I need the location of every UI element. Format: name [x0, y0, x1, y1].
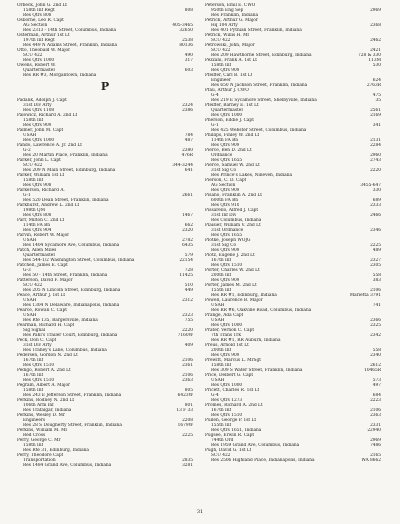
entry-text: Plotke, Joseph WOJG — [205, 238, 251, 243]
entry-text: Prange, Ada Capt — [205, 313, 244, 318]
entry-phone: 2960 — [370, 153, 381, 158]
entry-text: 158th Inf — [23, 388, 44, 393]
entry-phone: 3281 — [182, 463, 193, 468]
entry-text: Res Qtrs 1000 — [211, 323, 243, 328]
entry-text: Res Qtrs 1000 — [211, 383, 243, 388]
entry-phone: 808 — [184, 8, 193, 13]
entry-detail-line — [17, 73, 193, 78]
entry-text: Res 1959 Grand Ave, Columbus, Indiana — [211, 443, 300, 448]
entry-text: Res 1484 Grand Ave, Columbus, Indiana — [23, 463, 112, 468]
entry-phone: 755 — [184, 318, 193, 323]
entry-text: 31st Sig Co — [211, 168, 237, 173]
entry-phone: 2220 — [182, 328, 193, 333]
entry-phone: 330 — [372, 188, 381, 193]
entry-phone: 2538 — [182, 38, 193, 43]
entry-text: Quartermaster — [211, 108, 244, 113]
entry-text: Peterson, Emil E. CWO — [205, 3, 256, 8]
entry-text: 744th Ord — [211, 438, 234, 443]
entry-text: Res Rte 135, Bargersville, Indiana — [23, 318, 98, 323]
entry-text: Res 20 Martin Place, Franklin, Indiana — [23, 153, 108, 158]
entry-phone: 2208 — [182, 418, 193, 423]
entry-text: G-1 — [23, 193, 31, 198]
entry-text: SCU 422 — [23, 163, 43, 168]
entry-text: USAH — [211, 378, 225, 383]
entry-phone: 2368 — [370, 23, 381, 28]
entry-phone: 405-3465 — [172, 23, 193, 28]
entry-phone: 784 — [184, 133, 193, 138]
entry-text: Pisano, Franklin A. 2nd Lt — [205, 193, 263, 198]
entry-phone: 2421 — [370, 48, 381, 53]
entry-phone: 2220 — [370, 168, 381, 173]
entry-text: Res 425 Webster Street, Columbus, Indiana — [211, 128, 307, 133]
entry-phone: 489 — [372, 248, 381, 253]
entry-text: 167th Inf — [211, 258, 232, 263]
entry-phone: 475 — [372, 93, 381, 98]
entry-text: Res 544-1/2 Washington Street, Columbus, Indiana — [23, 258, 135, 263]
entry-text: Res Qtrs 1510 — [23, 378, 55, 383]
entry-phone: 2969 — [370, 8, 381, 13]
entry-phone: 573 — [372, 378, 381, 383]
entry-phone: 2305 — [370, 263, 381, 268]
entry-phone: 728 & 330 — [358, 53, 381, 58]
entry-text: 155th Inf — [211, 288, 232, 293]
entry-text: G-4 — [211, 393, 219, 398]
entry-phone: WA 8662 — [361, 458, 381, 463]
entry-text: Osborne, Leo R. Capt — [17, 18, 64, 23]
entry-phone: 11425 — [179, 273, 193, 278]
entry-text: Res 2506 Highland Place, Indianapolis, Indiana — [211, 458, 315, 463]
entry-phone: 728 — [184, 268, 193, 273]
entry-phone: Marietta 3791 — [349, 293, 381, 298]
entry-text: Res RR #1, RR Auburn, Indiana — [211, 338, 281, 343]
entry-text: Pherson, Eddie J. Capt — [205, 118, 254, 123]
entry-phone: 2333 — [370, 203, 381, 208]
entry-text: Porter, Charles W. 2nd Lt — [205, 268, 260, 273]
entry-text: Parr, Milton C. 2nd Lt — [17, 218, 65, 223]
entry-text: Plotz, Eugene J. 2nd Lt — [205, 253, 255, 258]
entry-text: Palmer, John M. Capt — [17, 128, 64, 133]
entry-phone: 10465R — [364, 368, 381, 373]
entry-phone: 805 — [184, 388, 193, 393]
entry-phone: 2340 — [370, 353, 381, 358]
entry-text: 158th Inf — [211, 363, 232, 368]
entry-text: 198th QM — [23, 208, 45, 213]
entry-text: 155th Inf — [211, 423, 232, 428]
entry-text: Patchell, James E. Capt — [17, 263, 68, 268]
entry-text: Pando, Lawrence A. Jr. 2nd Lt — [17, 143, 82, 148]
entry-phone: 741 — [372, 303, 381, 308]
entry-text: Perry, Theodore Capt — [17, 453, 64, 458]
entry-text: Res Qtrs 908 — [23, 183, 52, 188]
entry-text: Res Qtrs 909 — [211, 68, 240, 73]
entry-text: Res Qtrs 909 — [23, 123, 52, 128]
entry-text: Perkins, William M. Mr — [17, 428, 68, 433]
entry-text: SCU 422 — [211, 453, 231, 458]
entry-phone: 6423W — [177, 393, 193, 398]
entry-detail-line — [17, 463, 193, 468]
entry-text: Petrick, Willis H. Mr — [205, 33, 250, 38]
entry-text: Patterson, David F. Major — [17, 278, 73, 283]
entry-text: Res Qtrs 1655 — [211, 233, 243, 238]
entry-phone: 624 — [372, 78, 381, 83]
entry-text: Perry, George C. Mr — [17, 438, 61, 443]
entry-text: Res Qtrs 909 — [211, 353, 240, 358]
entry-text: AG Section — [211, 183, 236, 188]
entry-text: Parkerson, Richard A. — [17, 188, 65, 193]
entry-phone: 2106 — [370, 288, 381, 293]
entry-text: Perkins, Wesley D. Mr — [17, 413, 65, 418]
entry-text: Res 2313 - 14th Street, Columbus, Indiana — [23, 28, 117, 33]
entry-phone: 2323 — [182, 313, 193, 318]
entry-text: Res Pahl's Trailer Court, Edinburg, Indiana — [23, 333, 118, 338]
entry-text: Res 520 Dean Street, Franklin, Indiana — [23, 198, 109, 203]
entry-text: Palowicz, Richard A. 2nd Lt — [17, 113, 78, 118]
entry-text: 167th Inf — [23, 358, 44, 363]
entry-text: G-1 — [211, 123, 219, 128]
entry-phone: 2106 — [370, 408, 381, 413]
entry-text: Res Qtrs 904 — [23, 228, 52, 233]
entry-text: Res RR #6, Oakville Road, Columbus, Indiana — [211, 308, 312, 313]
entry-phone: 317 — [184, 58, 193, 63]
entry-phone: 579 — [184, 253, 193, 258]
entry-text: Res 309 S Water Street, Franklin, Indiana — [211, 368, 303, 373]
entry-text: Peace, Arthur J. 1st Lt — [17, 293, 66, 298]
entry-phone: 2363 — [370, 413, 381, 418]
entry-text: USAH — [23, 238, 37, 243]
entry-phone: 530 — [372, 63, 381, 68]
entry-text: Pearce, Rowan C. Capt — [17, 308, 67, 313]
entry-text: Res Trafalgar, Indiana — [23, 408, 72, 413]
entry-text: USAH — [23, 313, 37, 318]
entry-text: Res Qtrs 1000 — [23, 138, 55, 143]
entry-text: Res Qtrs 1510 — [211, 263, 243, 268]
entry-text: Red Cross — [23, 433, 46, 438]
entry-phone: 2165 — [370, 453, 381, 458]
entry-phone: 558 — [372, 348, 381, 353]
entry-text: Res Qtrs 1000 — [211, 113, 243, 118]
entry-phone: 383 — [372, 278, 381, 283]
entry-phone: 2462 — [370, 38, 381, 43]
entry-phone: 689 — [372, 198, 381, 203]
entry-text: Res Qtrs 1510 — [23, 363, 55, 368]
entry-text: Pugh, David G. 1st Lt — [205, 448, 252, 453]
entry-phone: 510 — [184, 283, 193, 288]
entry-text: Pearman, Richard H. Capt — [17, 323, 75, 328]
entry-text: Pullen, George P. 1st Lt — [205, 418, 257, 423]
entry-text: 31st Inf Div — [211, 213, 237, 218]
entry-text: 7th Trans Trk — [211, 333, 241, 338]
entry-text: Parvin, Robert W. Major — [17, 233, 70, 238]
entry-phone: 7486 — [370, 443, 381, 448]
entry-text: Ordnance — [211, 153, 233, 158]
entry-text: Res Qtrs 808 — [23, 213, 52, 218]
entry-phone: 2225 — [182, 433, 193, 438]
entry-text: Promes, Richard A. 2nd Lt — [205, 403, 263, 408]
entry-text: Price, Delbert G. Capt — [205, 373, 254, 378]
entry-phone: 801 — [184, 403, 193, 408]
entry-text: 950th Eng Sep — [211, 8, 244, 13]
entry-phone: 2169 — [370, 113, 381, 118]
entry-text: Quartermaster — [23, 68, 56, 73]
entry-text: Res 205 N Lincoln Street, Edinburg, Indiana — [23, 288, 121, 293]
section-letter: P — [100, 80, 110, 93]
entry-phone: 80136 — [179, 43, 193, 48]
entry-phone: 2363 — [182, 378, 193, 383]
entry-text: SCU 422 — [23, 53, 43, 58]
entry-text: Res RR #3, Morgantown, Indiana — [23, 73, 97, 78]
entry-phone: 487 — [184, 138, 193, 143]
entry-phone: 2561 — [370, 108, 381, 113]
entry-text: Res 1404 Sycamore Ave, Columbus, Indiana — [23, 243, 120, 248]
entry-phone: 2782 — [182, 238, 193, 243]
entry-text: 600th FA Bn — [211, 198, 239, 203]
entry-phone: 2342 — [370, 333, 381, 338]
entry-phone: 497 — [372, 383, 381, 388]
entry-phone: 2743 — [370, 158, 381, 163]
entry-text: Pierson, C. D. Capt — [205, 178, 247, 183]
entry-text: Res Qtrs 1273 — [211, 398, 243, 403]
entry-text: 197th Inf Regt — [23, 38, 55, 43]
entry-text: Res 28 S Dougherty Street, Franklin, Indiana — [23, 423, 122, 428]
entry-text: G-3 — [23, 268, 31, 273]
entry-text: 31st Ordnance — [211, 228, 244, 233]
entry-text: Pricett, Charles R. 1st Lt — [205, 388, 260, 393]
entry-text: Parkhurst, Andrew L. 2nd Lt — [17, 203, 80, 208]
entry-phone: 2380 — [182, 148, 193, 153]
entry-phone: 2969 — [370, 438, 381, 443]
entry-text: Osterman, Arthur 1st Lt — [17, 33, 70, 38]
entry-text: Res Qtrs 909 — [211, 248, 240, 253]
entry-phone: 6435 — [182, 243, 193, 248]
entry-text: 31st Div Arty — [23, 343, 52, 348]
entry-text: USAH — [23, 133, 37, 138]
entry-text: SCU 422 — [211, 38, 231, 43]
entry-text: 158th Inf — [23, 178, 44, 183]
right-column — [205, 3, 381, 463]
entry-phone: 476R — [181, 153, 193, 158]
entry-phone: 684 — [372, 393, 381, 398]
entry-text: G-4 — [211, 93, 219, 98]
entry-text: AG Section — [23, 23, 48, 28]
entry-text: Res 1304 N Delaware, Indianapolis, Indiana — [23, 303, 120, 308]
entry-text: Res 449 N Adams Street, Franklin, Indiana — [23, 43, 118, 48]
entry-text: Perkins, Rodney N. 2nd Lt — [17, 398, 75, 403]
entry-text: 167th Inf — [211, 408, 232, 413]
entry-text: 114th FA Bn — [23, 223, 51, 228]
entry-text: Porter, James M. 2nd Lt — [205, 283, 257, 288]
entry-text: 158th Inf — [23, 443, 44, 448]
entry-text: Res 209 Hawthorne Street, Edinburg, Indiana — [211, 53, 312, 58]
entry-text: 158th Inf — [23, 118, 44, 123]
entry-text: Transportation — [23, 458, 56, 463]
entry-text: Res Qtrs 1510 — [211, 413, 243, 418]
entry-phone: 22154 — [179, 258, 193, 263]
entry-phone: 558 — [372, 273, 381, 278]
entry-text: Res 650 N Jackson Street, Franklin, Indiana — [211, 83, 308, 88]
entry-phone: 1467 — [182, 213, 193, 218]
entry-text: Orbeck, John G. 2nd Lt — [17, 3, 68, 8]
entry-text: Engineers — [23, 418, 46, 423]
entry-phone: 2612 — [370, 363, 381, 368]
entry-text: Pedersen, Gordon N. 2nd Lt — [17, 353, 78, 358]
entry-phone: 2284 — [370, 143, 381, 148]
entry-text: 114th FA Bn — [211, 138, 239, 143]
entry-phone: 2106 — [182, 373, 193, 378]
entry-text: Res Qtrs 1655 — [211, 158, 243, 163]
entry-text: Pissarello, Alfred J. Capt — [205, 208, 259, 213]
entry-text: Res 209 N Main Street, Edinburg, Indiana — [23, 168, 116, 173]
entry-phone: 13 F 33 — [176, 408, 193, 413]
entry-text: 158th Inf — [211, 63, 232, 68]
entry-phone: 2312 — [182, 298, 193, 303]
entry-text: Padalik, Adolph J. Capt — [17, 98, 67, 103]
entry-phone: 2361 — [182, 363, 193, 368]
entry-text: Res Franklin, Indiana — [211, 13, 259, 18]
entry-text: Preus, Arnold 1st Lt — [205, 343, 249, 348]
entry-text: Res Rte 31, Edinburg, Indiana — [23, 448, 89, 453]
entry-phone: 662 — [184, 223, 193, 228]
entry-text: Res Qtrs 808 — [23, 13, 52, 18]
entry-phone: 341 — [372, 123, 381, 128]
entry-text: Plaisier, William V. 2nd Lt — [205, 223, 261, 228]
entry-text: 106th Arm Inf — [23, 403, 54, 408]
left-column — [17, 3, 193, 468]
entry-phone: 113M — [368, 58, 381, 63]
entry-text: Res 401 Pythian Street, Franklin, Indiana — [211, 28, 302, 33]
entry-phone: 2346 — [370, 228, 381, 233]
entry-text: Hq 104 Arty — [211, 23, 238, 28]
entry-text: Petrowski, John, Major — [205, 43, 255, 48]
entry-text: Res Columbus, Indiana — [211, 218, 262, 223]
entry-phone: 2324 — [182, 103, 193, 108]
entry-phone: 22940 — [367, 428, 381, 433]
entry-detail-line — [205, 458, 381, 463]
entry-text: Pfeiffer, Carl B. 1st Lt — [205, 73, 253, 78]
entry-phone: 2661 — [182, 193, 193, 198]
entry-text: Res Qtrs 909 — [211, 188, 240, 193]
entry-phone: 1679W — [177, 423, 193, 428]
entry-phone: 2325 — [370, 323, 381, 328]
entry-phone: 2106 — [182, 358, 193, 363]
entry-phone: 344-3244 — [172, 163, 193, 168]
entry-phone: 2331 — [370, 423, 381, 428]
entry-text: G-2 — [23, 148, 31, 153]
entry-phone: 35 — [375, 98, 381, 103]
entry-text: Pegram, Albert A. Major — [17, 383, 71, 388]
entry-text: USAH — [211, 318, 225, 323]
entry-text: Patch, Allen Miles — [17, 248, 57, 253]
entry-text: Res Qtrs 909 — [211, 143, 240, 148]
entry-text: Prater, Vernon C. Capt — [205, 328, 255, 333]
entry-text: Pedigo, Robert A. 2nd Lt — [17, 368, 71, 373]
entry-phone: 2225 — [370, 243, 381, 248]
entry-text: Res Qtrs 910 — [211, 203, 240, 208]
entry-phone: 2386 — [182, 108, 193, 113]
entry-text: Pfeiffer, Barney E. 1st Lt — [205, 103, 259, 108]
entry-text: Otto, Theobald W. Major — [17, 48, 71, 53]
entry-text: Res Trahey's Lane, Columbus, Indiana — [23, 348, 107, 353]
entry-text: 200th Inf — [211, 273, 232, 278]
entry-text: Parker, John L. Capt — [17, 158, 61, 163]
entry-text: Res 243 E Jefferson Street, Franklin, Indiana — [23, 393, 122, 398]
entry-text: Engineer — [211, 78, 231, 83]
entry-text: 167th Inf — [23, 373, 44, 378]
entry-text: Parker, William 1st Lt — [17, 173, 65, 178]
entry-text: Res Qtrs 1651, Indiana — [211, 428, 262, 433]
entry-text: Res Qtrs 1000 — [23, 58, 55, 63]
entry-text: 200th Inf — [211, 348, 232, 353]
entry-text: Powell, Laurence B. Major — [205, 298, 263, 303]
entry-text: Pfau, Arthur J. CWO — [205, 88, 249, 93]
entry-text: Pierce, Samuel W. 2nd Lt — [205, 163, 260, 168]
entry-text: USAH — [211, 303, 225, 308]
page-number: 31 — [196, 509, 204, 515]
entry-text: Res Qtrs 909 — [211, 278, 240, 283]
entry-phone: 2320 — [182, 228, 193, 233]
entry-text: Owens, Robert W. — [17, 63, 56, 68]
entry-phone: 490 — [184, 53, 193, 58]
entry-text: 31st Div Arty — [23, 103, 52, 108]
entry-text: Peck, Don C. Capt — [17, 338, 57, 343]
entry-phone: 3455-647 — [360, 183, 381, 188]
entry-text: Pugsee, Erwin R. Capt — [205, 433, 255, 438]
entry-phone: 2131 — [370, 138, 381, 143]
entry-phone: 2223 — [370, 398, 381, 403]
entry-phone: 641 — [184, 168, 193, 173]
entry-text: Pezzani, Frank A. 1st Lt — [205, 58, 257, 63]
entry-text: SCU 422 — [23, 283, 43, 288]
entry-text: Phillips, Finley W. 2nd Lt — [205, 133, 260, 138]
entry-phone: 603 — [184, 68, 193, 73]
entry-phone: 449 — [184, 288, 193, 293]
entry-phone: 2366 — [370, 318, 381, 323]
entry-phone: 2763R — [366, 83, 381, 88]
entry-text: Res 219 E Sycamore Street, Shelbyville, Indiana — [211, 98, 317, 103]
entry-text: 31st Sig Co — [211, 243, 237, 248]
entry-phone: 2466 — [370, 213, 381, 218]
entry-phone: 32650 — [179, 28, 193, 33]
entry-text: Prewitt, Marcus L. MrSgt — [205, 358, 261, 363]
entry-phone: 2327 — [370, 258, 381, 263]
entry-text: Sig Signal — [23, 328, 46, 333]
entry-text: SCU 422 — [211, 48, 231, 53]
entry-phone: 7160W — [177, 333, 193, 338]
entry-text: Res Qtrs 1108 — [23, 108, 55, 113]
entry-text: Pierce, Ben D. 2nd Lt — [205, 148, 252, 153]
entry-phone: 409 — [184, 343, 193, 348]
entry-phone: 2835 — [182, 458, 193, 463]
entry-text: Quartermaster — [23, 253, 56, 258]
entry-text: Res Prince's Lakes, Nineveh, Indiana — [211, 173, 293, 178]
entry-text: 158th Inf Regt — [23, 8, 55, 13]
entry-text: USAH — [23, 298, 37, 303]
entry-text: Res 50 - 14th Street, Franklin, Indiana — [23, 273, 108, 278]
entry-text: Petrick, Arthur G. Major — [205, 18, 258, 23]
entry-text: Res RR #1, Edinburg, Indiana — [211, 293, 277, 298]
